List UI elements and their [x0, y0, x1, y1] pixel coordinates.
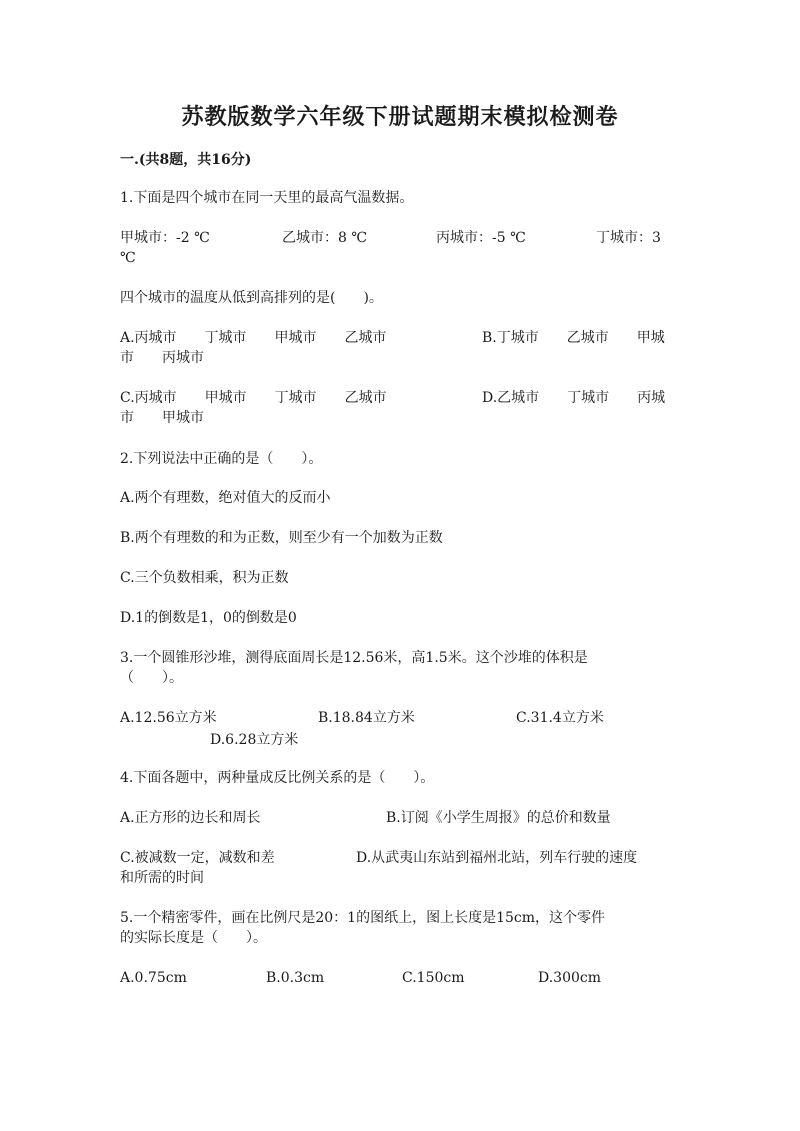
q4-stem: 4.下面各题中，两种量成反比例关系的是（ ）。 — [120, 770, 435, 786]
q4-option-c[interactable]: C.被减数一定，减数和差 — [120, 850, 275, 866]
q2-option-b[interactable]: B.两个有理数的和为正数，则至少有一个加数为正数 — [120, 530, 443, 546]
q1-option-a[interactable]: A.丙城市 丁城市 甲城市 乙城市 — [120, 330, 387, 346]
q1-option-b-cont: 市 丙城市 — [120, 350, 204, 366]
q4-option-a[interactable]: A.正方形的边长和周长 — [120, 810, 261, 826]
section-heading: 一.(共8题，共16分) — [120, 152, 252, 168]
q1-temp-jia: 甲城市：-2 ℃ — [120, 230, 210, 246]
q1-temp-ding: 丁城市：3 — [596, 230, 661, 246]
q1-option-b[interactable]: B.丁城市 乙城市 甲城 — [482, 330, 665, 346]
q1-temp-unit: ℃ — [120, 250, 136, 266]
q1-temp-yi: 乙城市：8 ℃ — [282, 230, 368, 246]
q2-option-c[interactable]: C.三个负数相乘，积为正数 — [120, 570, 289, 586]
q4-option-d[interactable]: D.从武夷山东站到福州北站，列车行驶的速度 — [356, 850, 638, 866]
q1-temp-bing: 丙城市：-5 ℃ — [436, 230, 526, 246]
q3-option-d[interactable]: D.6.28立方米 — [210, 732, 299, 748]
q4-option-d-cont: 和所需的时间 — [120, 870, 204, 886]
q3-option-a[interactable]: A.12.56立方米 — [120, 710, 217, 726]
q5-stem-cont: 的实际长度是（ ）。 — [120, 930, 267, 946]
q4-option-b[interactable]: B.订阅《小学生周报》的总价和数量 — [386, 810, 611, 826]
q1-option-d-cont: 市 甲城市 — [120, 410, 204, 426]
q2-option-a[interactable]: A.两个有理数，绝对值大的反而小 — [120, 490, 331, 506]
q5-option-c[interactable]: C.150cm — [402, 970, 465, 986]
q3-option-b[interactable]: B.18.84立方米 — [318, 710, 415, 726]
q5-option-a[interactable]: A.0.75cm — [120, 970, 187, 986]
q1-option-c[interactable]: C.丙城市 甲城市 丁城市 乙城市 — [120, 390, 387, 406]
q3-stem-cont: （ ）。 — [120, 670, 183, 686]
q1-option-d[interactable]: D.乙城市 丁城市 丙城 — [482, 390, 666, 406]
q2-stem: 2.下列说法中正确的是（ ）。 — [120, 451, 323, 467]
page-title: 苏教版数学六年级下册试题期末模拟检测卷 — [181, 104, 619, 130]
q5-stem: 5.一个精密零件，画在比例尺是20：1的图纸上，图上长度是15cm，这个零件 — [120, 910, 606, 926]
q5-option-b[interactable]: B.0.3cm — [266, 970, 325, 986]
q3-stem: 3.一个圆锥形沙堆，测得底面周长是12.56米，高1.5米。这个沙堆的体积是 — [120, 650, 588, 666]
q1-stem: 1.下面是四个城市在同一天里的最高气温数据。 — [120, 190, 414, 206]
q3-option-c[interactable]: C.31.4立方米 — [516, 710, 604, 726]
q2-option-d[interactable]: D.1的倒数是1，0的倒数是0 — [120, 610, 297, 626]
q1-question: 四个城市的温度从低到高排列的是( )。 — [120, 290, 383, 306]
q5-option-d[interactable]: D.300cm — [538, 970, 602, 986]
